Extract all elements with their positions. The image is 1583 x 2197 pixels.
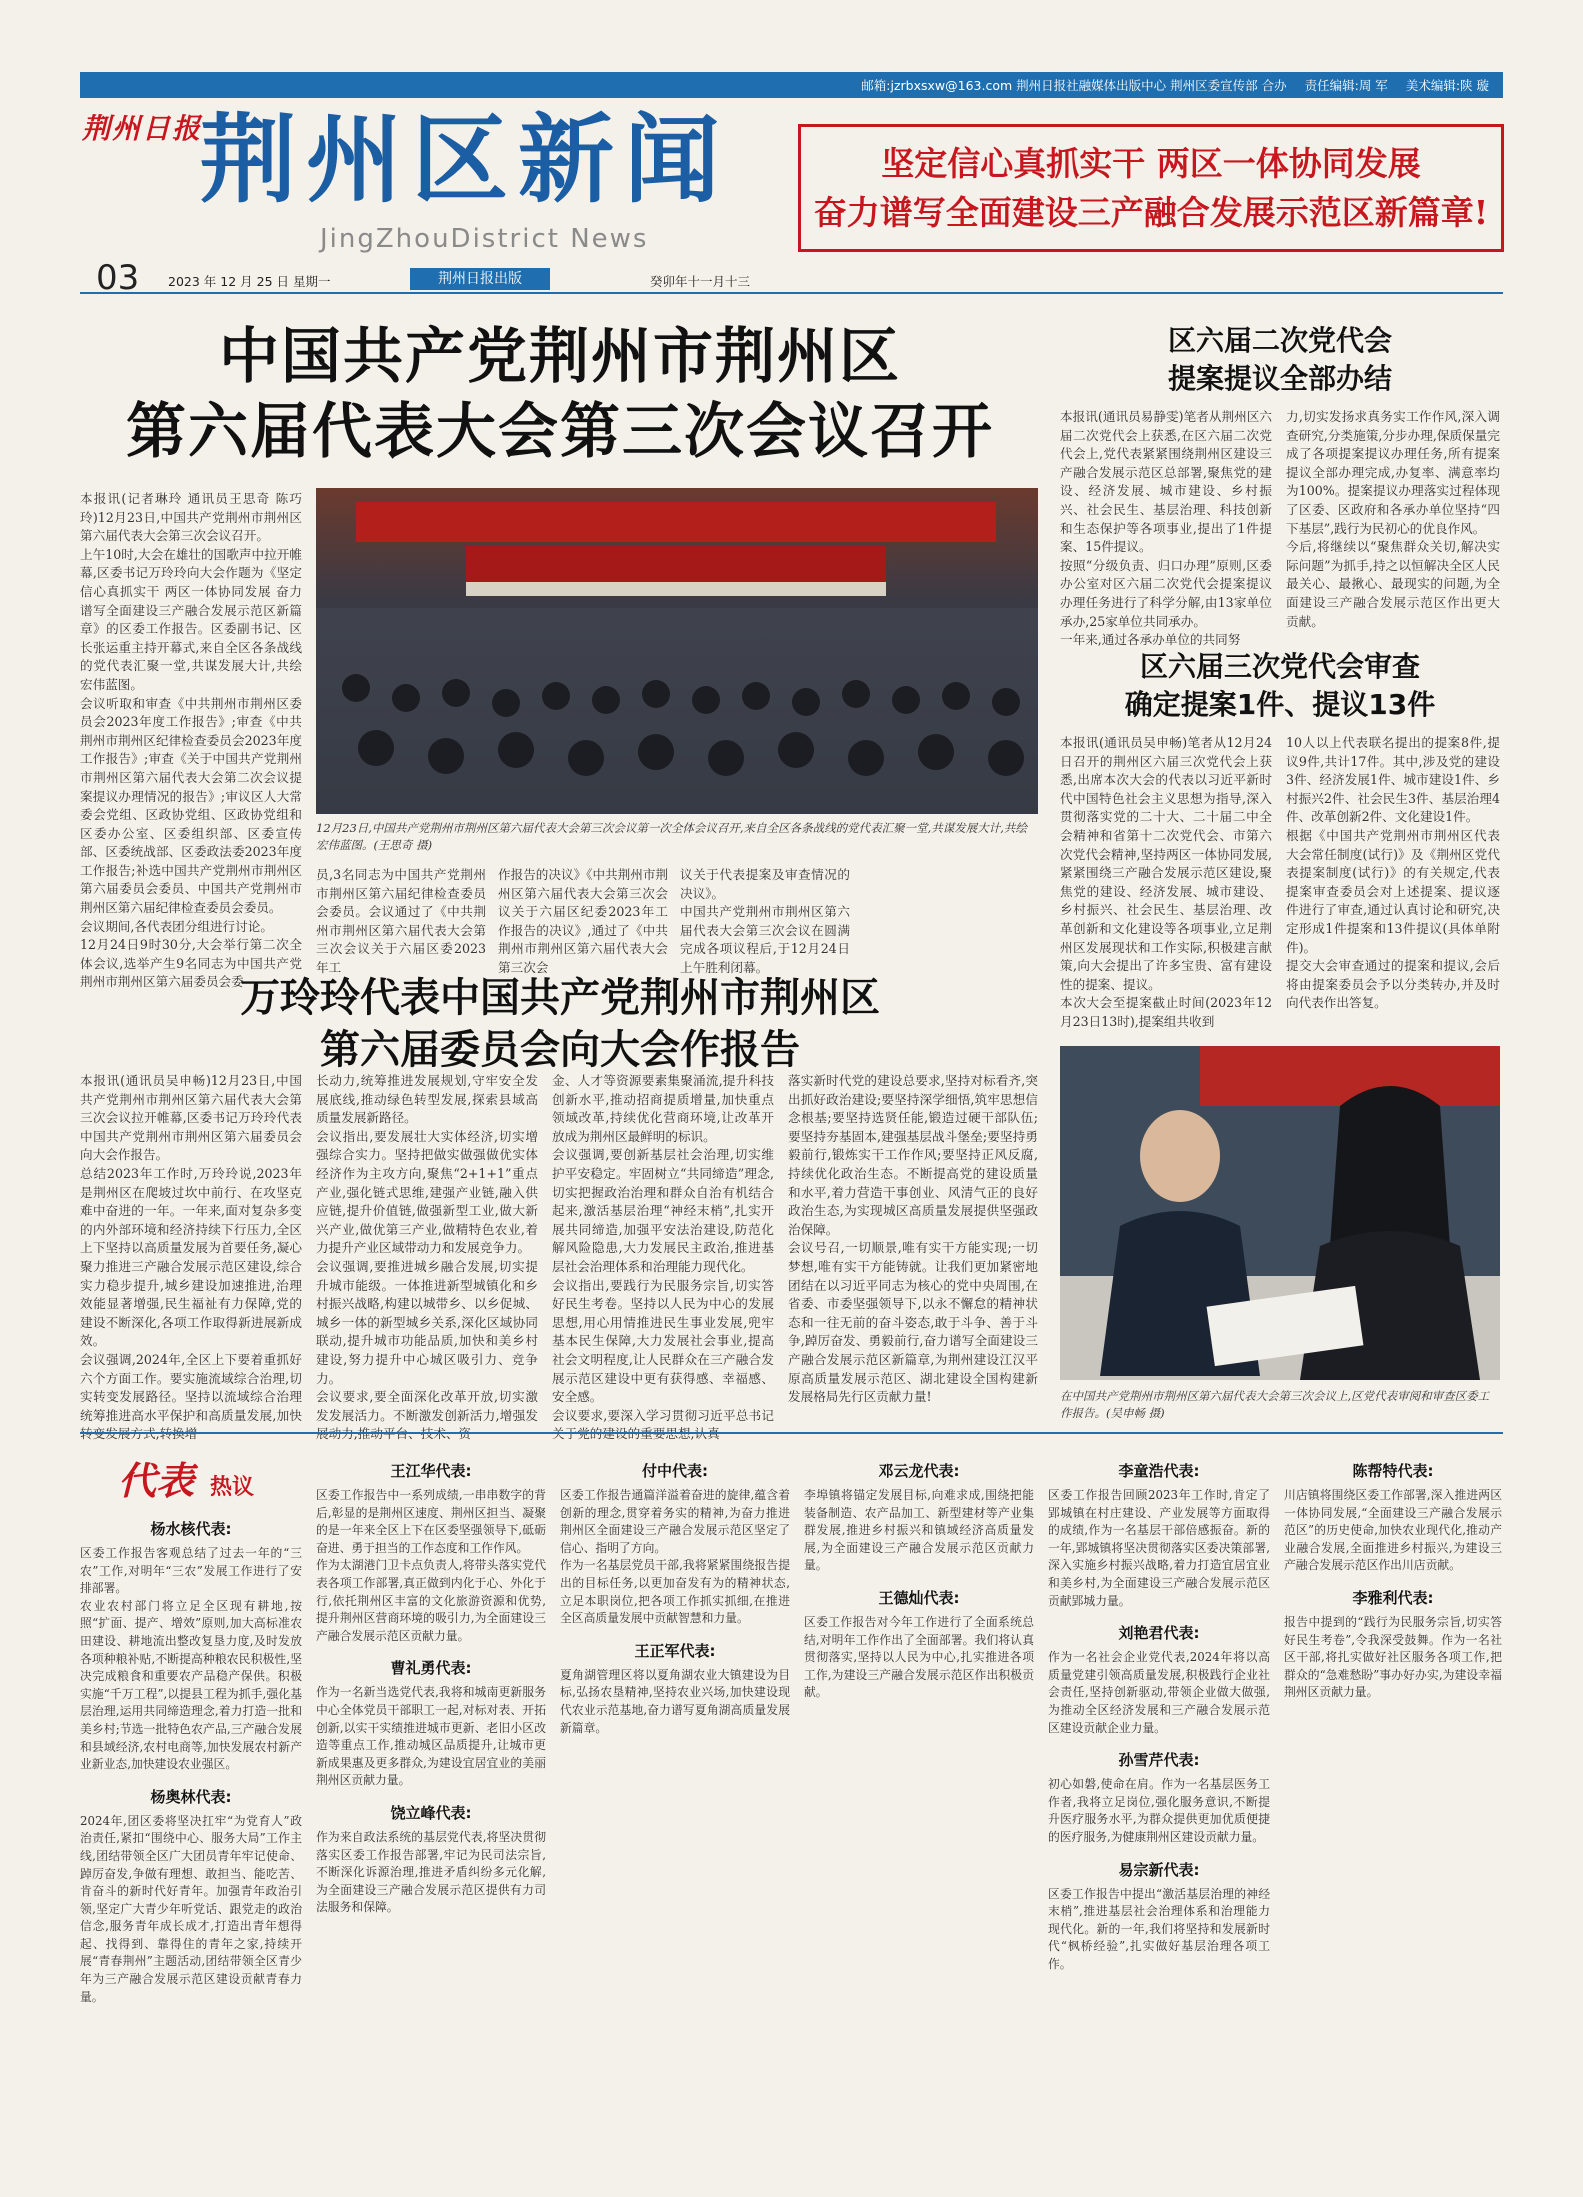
hot-column-6 xyxy=(1284,1460,1502,2178)
delegate-name: 李童浩代表: xyxy=(1118,1462,1200,1480)
report-headline-line-1: 万玲玲代表中国共产党荆州市荆州区 xyxy=(240,975,880,1021)
masthead-title-en: JingZhouDistrict News xyxy=(320,224,649,254)
report-headline-line-2: 第六届委员会向大会作报告 xyxy=(320,1027,800,1073)
lead-column-3: 作报告的决议》《中共荆州市荆州区第六届代表大会第三次会议关于六届区纪委2023年工作报告的决议》,通过了《中共荆州市荆州区第六届代表大会第三次会 xyxy=(498,867,669,975)
hot-column-2 xyxy=(316,1460,546,2178)
delegate-remark: 报告中提到的“践行为民服务宗旨,切实答好民生考卷”,令我深受鼓舞。作为一名社区干部,将扎实做好社区服务各项工作,把群众的“急难愁盼”事办好办实,为建设幸福荆州区贡献力量。 xyxy=(1284,1614,1502,1700)
delegate-name: 杨水核代表: xyxy=(150,1520,232,1538)
issue-date: 2023 年 12 月 25 日 星期一 xyxy=(168,274,331,289)
right2-column-2: 10人以上代表联名提出的提案8件,提议9件,共计17件。其中,涉及党的建设3件、经济发展1件、城市建设1件、乡村振兴2件、社会民生3件、基层治理4件、改革创新2件、文化建设1件。 根据《中国共产党荆州市荆州区代表大会常任制度(试行)》及《荆州区党代表提案制度(试行)》的有关规定,代表提案审查委员会对上述提案、提议逐件进行了审查,通过认真讨论和研究,决定形成1件提案和13件提议(具体单附件)。 提交大会审查通过的提案和提议,会后将由提案委员会予以分类转办,并及时向代表作出答复。 xyxy=(1286,735,1500,1011)
right1-headline-line-1: 区六届二次党代会 xyxy=(1167,324,1392,357)
delegate-remark: 作为一名社会企业党代表,2024年将以高质量党建引领高质量发展,积极践行企业社会责任,坚持创新驱动,带领企业做大做强,为推动全区经济发展和三产融合发展示范区建设贡献企业力量。 xyxy=(1048,1650,1270,1735)
lead-headline-line-2: 第六届代表大会第三次会议召开 xyxy=(126,397,994,467)
right1-column-2: 力,切实发扬求真务实工作作风,深入调查研究,分类施策,分步办理,保质保量完成了各项提案提议办理任务,所有提案提议全部办理完成,办复率、满意率均为100%。提案提议办理落实过程体现了区委、区政府和各承办单位坚持“四下基层”,践行为民初心的优良作风。 今后,将继续以“聚焦群众关切,解决实际问题”为抓手,持之以恒解决全区人民最关心、最揪心、最现实的问题,为全面建设三产融合发展示范区作出更大贡献。 xyxy=(1286,409,1500,629)
delegate-remark: 区委工作报告中一系列成绩,一串串数字的背后,彰显的是荆州区速度、荆州区担当、凝聚的是一年来全区上下在区委坚强领导下,砥砺奋进、勇于担当的工作态度和工作作风。 作为太湖港门卫卡点负责人,将带头落实党代表各项工作部署,真正做到内化于心、外化于行,依托荆州区丰富的文化旅游资源和优势,提升荆州区营商环境的吸引力,为全面建设三产融合发展示范区贡献力量。 xyxy=(316,1488,546,1643)
delegate-name: 陈帮特代表: xyxy=(1352,1462,1434,1480)
meeting-hall-image xyxy=(316,488,1038,814)
art-editor-text: 美术编辑:陕 璇 xyxy=(1405,78,1489,93)
right2-column-1: 本报讯(通讯员吴申畅)笔者从12月24日召开的荆州区六届三次党代会上获悉,出席本次大会的代表以习近平新时代中国特色社会主义思想为指导,深入贯彻落实党的二十大、二十届二中全会精神和省第十二次党代会、市第六次党代会精神,坚持两区一体协同发展,紧紧围绕三产融合发展示范区建设,聚焦党的建设、经济发展、城市建设、乡村振兴、社会民生、基层治理、改革创新和文化建设等各项事业,立足荆州区发展现状和工作实际,积极建言献策,向大会提出了许多宝贵、富有建设性的提案、提议。 本次大会至提案截止时间(2023年12月23日13时),提案组共收到 xyxy=(1060,735,1272,1029)
delegate-name: 付中代表: xyxy=(642,1462,708,1480)
right2-headline-line-1: 区六届三次党代会审查 xyxy=(1139,650,1420,683)
delegate-remark: 夏角湖管理区将以夏角湖农业大镇建设为目标,弘扬农垦精神,坚持农业兴场,加快建设现代农业示范基地,奋力谱写夏角湖高质量发展新篇章。 xyxy=(560,1667,790,1735)
slogan-line-2: 奋力谱写全面建设三产融合发展示范区新篇章! xyxy=(813,193,1489,232)
report-photo-caption: 在中国共产党荆州市荆州区第六届代表大会第三次会议上,区党代表审阅和审查区委工作报告。(吴申畅 摄) xyxy=(1060,1389,1490,1420)
delegate-remark: 作为来自政法系统的基层党代表,将坚决贯彻落实区委工作报告部署,牢记为民司法宗旨,不断深化诉源治理,推进矛盾纠纷多元化解,为全面建设三产融合发展示范区提供有力司法服务和保障。 xyxy=(316,1829,546,1915)
hot-tag: 代表 xyxy=(118,1458,195,1503)
delegates-image xyxy=(1060,1046,1500,1380)
publisher-badge: 荆州日报出版 xyxy=(410,268,550,290)
delegate-remark: 2024年,团区委将坚决扛牢“为党育人”政治责任,紧扣“围绕中心、服务大局”工作主线,团结带领全区广大团员青年牢记使命、踔厉奋发,争做有理想、敢担当、能吃苦、肯奋斗的新时代好青年。加强青年政治引领,坚定广大青少年听党话、跟党走的政治信念,服务青年成长成才,打造出青年想得起、找得到、靠得住的青年之家,持续开展“青春荆州”主题活动,团结带领全区青少年为三产融合发展示范区建设贡献青春力量。 xyxy=(80,1813,302,2004)
delegate-name: 曹礼勇代表: xyxy=(390,1659,472,1678)
right1-headline-line-2: 提案提议全部办结 xyxy=(1167,361,1392,395)
top-info-bar xyxy=(80,72,1503,98)
right2-headline xyxy=(1060,648,1500,724)
delegate-name: 饶立峰代表: xyxy=(390,1803,472,1822)
delegate-remark: 李埠镇将锚定发展目标,向难求成,围绕把能装备制造、农产品加工、新型建材等产业集群发展,推进乡村振兴和镇域经济高质量发展,为全面建设三产融合发展示范区贡献力量。 xyxy=(804,1488,1034,1573)
lead-column-1: 本报讯(记者琳玲 通讯员王思奇 陈巧玲)12月23日,中国共产党荆州市荆州区第六届代表大会第三次会议召开。 上午10时,大会在雄壮的国歌声中拉开帷幕,区委书记万玲玲向大会作题为《坚定信心真抓实干 两区一体协同发展 奋力谱写全面建设三产融合发展示范区新篇章》的区委工作报告。区委副书记、区长张运重主持开幕式,来自全区各条战线的党代表汇聚一堂,共谋发展大计,共绘宏伟蓝图。 会议听取和审查《中共荆州市荆州区委员会2023年度工作报告》;审查《中共荆州市荆州区纪律检查委员会2023年度工作报告》;审查《关于中国共产党荆州市荆州区第六届代表大会第二次会议提案提议办理情况的报告》;审议区人大常委会党组、区政协党组、区政协党组和区委办公室、区委组织部、区委宣传部、区委统战部、区委政法委2023年度工作报告;补选中国共产党荆州市荆州区第六届委员会委员、中国共产党荆州市荆州区第六届纪律检查委员会委员。 会议期间,各代表团分组进行讨论。 12月24日9时30分,大会举行第二次全体会议,选举产生9名同志为中国共产党荆州市荆州区第六届委员会委 xyxy=(80,491,302,990)
email-text: 邮箱:jzrbxsxw@163.com xyxy=(861,78,1013,93)
hot-column-4 xyxy=(804,1460,1034,2178)
page-number: 03 xyxy=(96,258,140,298)
delegate-remark: 川店镇将围绕区委工作部署,深入推进两区一体协同发展,“全面建设三产融合发展示范区”的历史使命,加快农业现代化,推动产业融合发展,全面推进乡村振兴,为建设三产融合发展示范区作出川店贡献。 xyxy=(1284,1488,1502,1573)
delegate-remark: 区委工作报告对今年工作进行了全面系统总结,对明年工作作出了全面部署。我们将认真贯彻落实,坚持以人民为中心,扎实推进各项工作,为建设三产融合发展示范区作出积极贡献。 xyxy=(804,1614,1034,1700)
delegate-name: 孙雪芹代表: xyxy=(1118,1751,1200,1770)
lunar-date: 癸卯年十一月十三 xyxy=(650,274,751,289)
delegate-name: 邓云龙代表: xyxy=(878,1462,960,1480)
delegate-remark: 区委工作报告客观总结了过去一年的“三农”工作,对明年“三农”发展工作进行了安排部署。 农业农村部门将立足全区现有耕地,按照“扩面、提产、增效”原则,加大高标准农田建设、耕地流出整改复垦力度,及时发放各项种粮补贴,不断提高种粮农民积极性,坚决完成粮食和重要农产品稳产保供。积极实施“千万工程”,以提县工程为抓手,强化基层治理,运用共同缔造理念,着力打造一批和美乡村;节选一批特色农产品,三产融合发展和县域经济,农村电商等,加快发展农村新产业新业态,加快建设农业强区。 xyxy=(80,1546,302,1772)
delegate-name: 刘艳君代表: xyxy=(1118,1624,1200,1643)
delegate-name: 王江华代表: xyxy=(390,1462,472,1480)
delegate-name: 王德灿代表: xyxy=(878,1588,960,1607)
delegate-remark: 作为一名新当选党代表,我将和城南更新服务中心全体党员干部职工一起,对标对表、开拓创新,以实干实绩推进城市更新、老旧小区改造等重点工作,推动城区品质提升,让城市更新成果惠及更多群众,为建设宜居宜业的美丽荆州区贡献力量。 xyxy=(316,1685,546,1788)
report-column-2: 长动力,统筹推进发展规划,守牢安全发展底线,推动绿色转型发展,探索县域高质量发展新路径。 会议指出,要发展壮大实体经济,切实增强综合实力。坚持把做实做强做优实体经济作为主攻方向,聚焦“2+1+1”重点产业,强化链式思维,建强产业链,融入供应链,提升价值链,做强新型工业,做大新兴产业,做优第三产业,做精特色农业,着力提升产业区域带动力和发展竞争力。 会议强调,要推进城乡融合发展,切实提升城市能级。一体推进新型城镇化和乡村振兴战略,构建以城带乡、以乡促城、城乡一体的新型城乡关系,深化区域协同联动,提升城市功能品质,加快和美乡村建设,努力提升中心城区吸引力、竞争力。 会议要求,要全面深化改革开放,切实激发发展活力。不断激发创新活力,增强发 xyxy=(316,1073,538,1423)
delegate-name: 王正军代表: xyxy=(634,1641,716,1660)
lead-photo-caption: 12月23日,中国共产党荆州市荆州区第六届代表大会第三次会议第一次全体会议召开,来自全区各条战线的党代表汇聚一堂,共谋发展大计,共绘宏伟蓝图。(王思奇 摄) xyxy=(316,821,1027,852)
report-column-3: 金、人才等资源要素集聚涌流,提升科技创新水平,推动招商提质增量,加快重点领域改革,持续优化营商环境,让改革开放成为荆州区最鲜明的标识。 会议强调,要创新基层社会治理,切实维护平安稳定。牢固树立“共同缔造”理念,切实把握政治治理和群众自治有机结合起来,激活基层治理“神经末梢”,扎实开展共同缔造,加强平安法治建设,防范化解风险隐患,大力发展民主政治,推进基层社会治理体系和治理能力现代化。 会议指出,要践行为民服务宗旨,切实答好民生考卷。坚持以人民为中心的发展思想,用心用情推进民生事业发展,兜牢基本民生保障,大力发展社会事业,提高社会文明程度,让人民群众在三产融合发展示范区建设中更有获得感、幸福感、安全感。 会议要求,要深入学习贯彻习近平总书记 xyxy=(552,1073,774,1423)
lead-photo xyxy=(316,488,1038,814)
slogan-box xyxy=(798,124,1504,252)
hot-column-3 xyxy=(560,1460,790,2178)
delegate-remark: 区委工作报告通篇洋溢着奋进的旋律,蕴含着创新的理念,贯穿着务实的精神,为奋力推进荆州区全面建设三产融合发展示范区坚定了信心、指明了方向。 作为一名基层党员干部,我将紧紧围绕报告提出的目标任务,以更加奋发有为的精神状态,立足本职岗位,把各项工作抓实抓细,在推进全区高质量发展中贡献智慧和力量。 xyxy=(560,1488,790,1626)
lead-column-4: 议关于代表提案及审查情况的决议》。 中国共产党荆州市荆州区第六届代表大会第三次会议在圆满完成各项议程后,于12月24日上午胜利闭幕。 xyxy=(680,867,850,975)
section-divider xyxy=(80,1432,1503,1434)
delegate-name: 李雅利代表: xyxy=(1352,1588,1434,1607)
editor-text: 责任编辑:周 军 xyxy=(1304,78,1388,93)
delegate-name: 杨奥林代表: xyxy=(150,1787,232,1806)
delegate-name: 易宗新代表: xyxy=(1118,1860,1200,1879)
delegate-remark: 初心如磐,使命在肩。作为一名基层医务工作者,我将立足岗位,强化服务意识,不断提升医疗服务水平,为群众提供更加优质便捷的医疗服务,为健康荆州区建设贡献力量。 xyxy=(1048,1777,1270,1844)
right1-headline xyxy=(1060,322,1500,398)
lead-headline xyxy=(80,320,1040,470)
report-column-4: 落实新时代党的建设总要求,坚持对标看齐,突出抓好政治建设;要坚持深学细悟,筑牢思想信念根基;要坚持选贤任能,锻造过硬干部队伍;要坚持夯基固本,建强基层战斗堡垒;要坚持勇毅前行,锻炼实干工作作风;要坚持正风反腐,持续优化政治生态。不断提高党的建设质量和水平,着力营造干事创业、风清气正的良好政治生态,为实现城区高质量发展提供坚强政治保障。 会议号召,一切顺景,唯有实干方能实现;一切梦想,唯有实干方能铸就。让我们更加紧密地团结在以习近平同志为核心的党中央周围,在省委、市委坚强领导下,以永不懈怠的精神状态和一往无前的奋斗姿态,敢于斗争、善于斗争,踔厉奋发、勇毅前行,奋力谱写全面建设三产融合发展示范区新篇章,为荆州建设江汉平原高质量发展示范区、湖北建设全国构建新发展格局先行区贡献力量! xyxy=(788,1073,1038,1405)
delegate-remark: 区委工作报告回顾2023年工作时,肯定了郢城镇在村庄建设、产业发展等方面取得的成绩,作为一名基层干部倍感振奋。新的一年,郢城镇将坚决贯彻落实区委决策部署,深入实施乡村振兴战略,着力打造宜居宜业和美乡村,为全面建设三产融合发展示范区贡献郢城力量。 xyxy=(1048,1488,1270,1608)
report-photo xyxy=(1060,1046,1500,1380)
lead-headline-line-1: 中国共产党荆州市荆州区 xyxy=(219,322,901,392)
report-column-1: 本报讯(通讯员吴申畅)12月23日,中国共产党荆州市荆州区第六届代表大会第三次会议拉开帷幕,区委书记万玲玲代表中国共产党荆州市荆州区第六届委员会向大会作报告。 总结2023年工作时,万玲玲说,2023年是荆州区在爬坡过坎中前行、在攻坚克难中奋进的一年。一年来,面对复杂多变的内外部环境和经济持续下行压力,全区上下坚持以高质量发展为首要任务,凝心聚力推进三产融合发展示范区建设,综合实力稳步提升,城乡建设加速推进,治理效能显著增强,民生福祉有力保障,党的建设不断深化,各项工作取得新进展新成效。 会议强调,2024年,全区上下要着重抓好六个方面工作。要实施流域综合治理,切实转变发展路径。坚持以流域综合治理统筹推进高水平保护和高质量发展,加快 xyxy=(80,1073,302,1423)
hot-tag-sub: 热议 xyxy=(210,1474,255,1500)
right2-headline-line-2: 确定提案1件、提议13件 xyxy=(1124,687,1436,721)
delegate-remark: 区委工作报告中提出“激活基层治理的神经末梢”,推进基层社会治理体系和治理能力现代化。新的一年,我们将坚持和发展新时代“枫桥经验”,扎实做好基层治理各项工作。 xyxy=(1048,1886,1270,1971)
hot-column-1 xyxy=(80,1518,302,2178)
org-text: 荆州日报社融媒体出版中心 荆州区委宣传部 合办 xyxy=(1016,78,1287,93)
newspaper-logo: 荆州日报 xyxy=(82,112,203,145)
right1-column-1: 本报讯(通讯员易静雯)笔者从荆州区六届二次党代会上获悉,在区六届二次党代会上,党代表紧紧围绕荆州区建设三产融合发展示范区总部署,聚焦党的建设、经济发展、城市建设、乡村振兴、社会民生、基层治理、科技创新和生态保护等各项事业,提出了1件提案、15件提议。 按照“分级负责、归口办理”原则,区委办公室对区六届二次党代会提案提议办理任务进行了科学分解,由13家单位承办,25家单位共同承办。 一年来,通过各承办单位的共同努 xyxy=(1060,409,1272,648)
report-headline xyxy=(80,972,1040,1076)
hot-column-5 xyxy=(1048,1460,1270,2178)
slogan-line-1: 坚定信心真抓实干 两区一体协同发展 xyxy=(881,143,1421,183)
lead-column-2: 员,3名同志为中国共产党荆州市荆州区第六届纪律检查委员会委员。会议通过了《中共荆州市荆州区第六届代表大会第三次会议关于六届区委2023年工 xyxy=(316,867,486,975)
masthead-title: 荆州区新闻 xyxy=(200,103,730,216)
